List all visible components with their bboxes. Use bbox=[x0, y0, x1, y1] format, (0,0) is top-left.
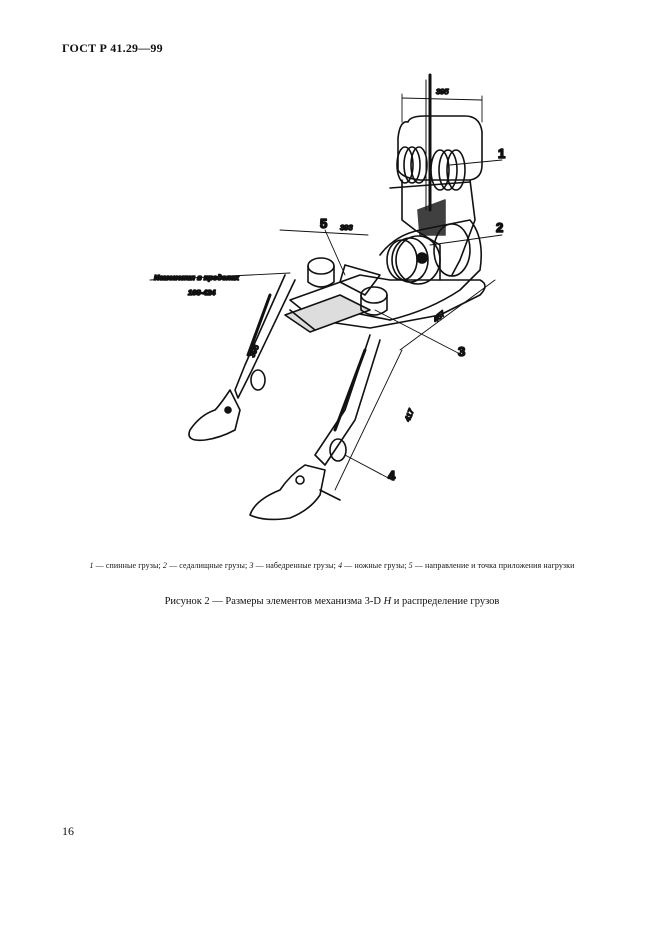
note-range: 108-424 bbox=[188, 288, 216, 297]
page-number: 16 bbox=[62, 824, 74, 838]
document-header: ГОСТ Р 41.29—99 bbox=[62, 41, 163, 55]
legend-num-4: 4 bbox=[338, 561, 343, 570]
legend-num-3: 3 bbox=[249, 561, 254, 570]
callout-1: 1 bbox=[498, 146, 506, 161]
dim-395-top: 395 bbox=[436, 87, 449, 96]
legend-text-4: — ножные грузы; bbox=[342, 561, 409, 570]
caption-italic: H bbox=[383, 596, 392, 607]
left-leg bbox=[189, 275, 295, 440]
figure-caption bbox=[62, 596, 602, 607]
callout-5: 5 bbox=[320, 216, 328, 231]
callout-2: 2 bbox=[496, 220, 504, 235]
legend-num-5: 5 bbox=[408, 561, 413, 570]
figure-legend bbox=[62, 560, 602, 571]
legend-text-1: — спинные грузы; bbox=[93, 561, 163, 570]
callout-4: 4 bbox=[388, 468, 396, 483]
dim-417: 417 bbox=[402, 407, 416, 423]
legend-text-5: — направление и точка приложения нагрузки bbox=[412, 561, 575, 570]
dim-395-leg: 395 bbox=[247, 343, 261, 359]
right-leg bbox=[250, 335, 380, 519]
note-changes: Изменения в пределах bbox=[154, 273, 240, 282]
caption-prefix: Рисунок 2 — Размеры элементов механизма 3-D bbox=[164, 596, 384, 607]
dim-457: 457 bbox=[431, 309, 447, 324]
legend-num-1: 1 bbox=[89, 561, 94, 570]
legend-text-2: — седалищные грузы; bbox=[167, 561, 250, 570]
dim-393: 393 bbox=[340, 223, 353, 232]
legend-text-3: — набедренные грузы; bbox=[253, 561, 339, 570]
caption-suffix: и распределение грузов bbox=[391, 596, 500, 607]
legend-num-2: 2 bbox=[162, 561, 167, 570]
mechanism-figure bbox=[140, 70, 520, 530]
callout-3: 3 bbox=[458, 344, 466, 359]
